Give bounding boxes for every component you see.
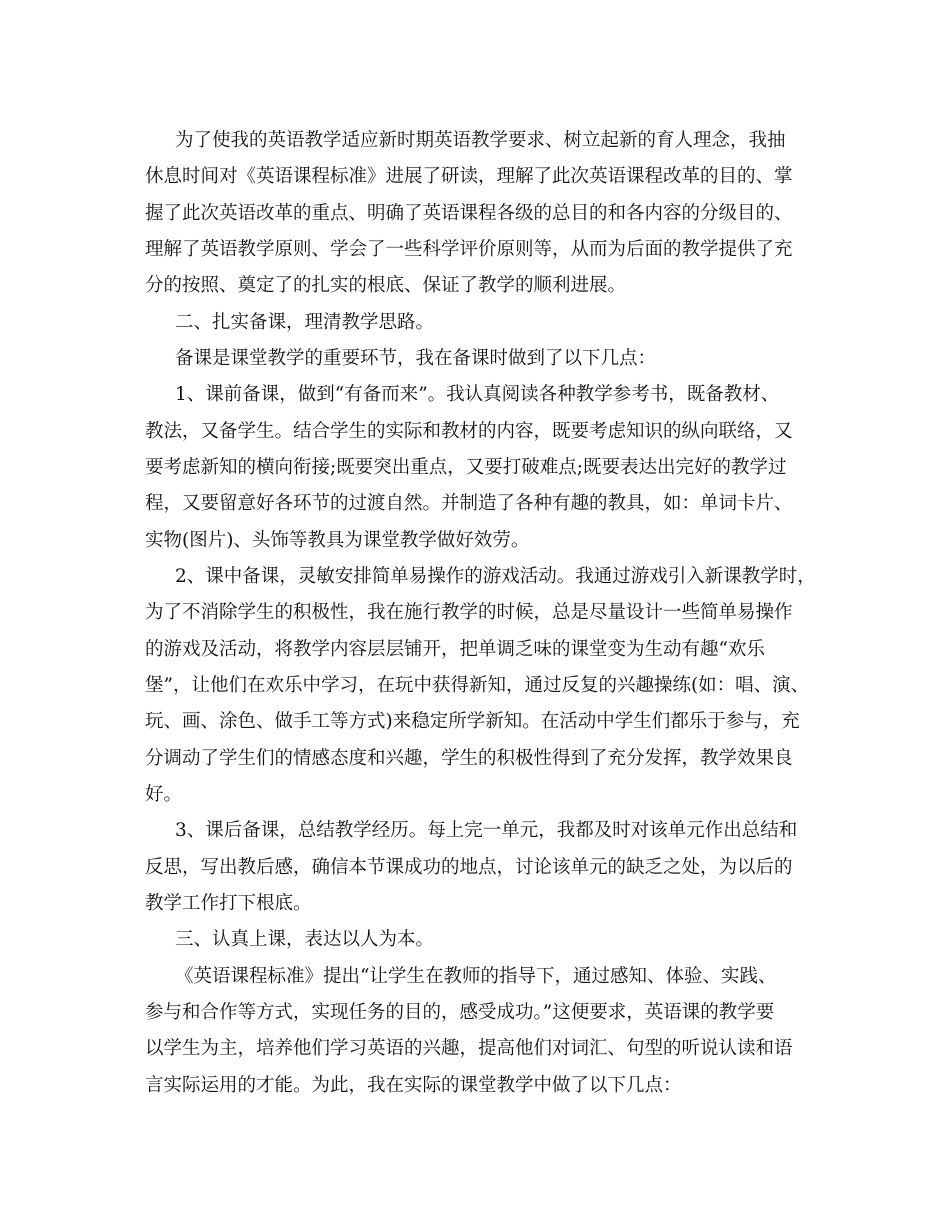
paragraph-line: 为了使我的英语教学适应新时期英语教学要求、树立起新的育人理念，我抽 xyxy=(175,130,786,151)
section-heading: 三、认真上课，表达以人为本。 xyxy=(175,929,435,950)
paragraph-line: 2、课中备课，灵敏安排简单易操作的游戏活动。我通过游戏引入新课教学时， xyxy=(175,566,816,587)
paragraph-line: 程，又要留意好各环节的过渡自然。并制造了各种有趣的教具，如：单词卡片、 xyxy=(145,493,793,514)
paragraph-line: 以学生为主，培养他们学习英语的兴趣，提高他们对词汇、句型的听说认读和语 xyxy=(145,1038,793,1059)
paragraph-line: 反思，写出教后感，确信本节课成功的地点，讨论该单元的缺乏之处，为以后的 xyxy=(145,857,793,878)
paragraph-line: 教法，又备学生。结合学生的实际和教材的内容，既要考虑知识的纵向联络，又 xyxy=(145,421,793,442)
paragraph-line: 理解了英语教学原则、学会了一些科学评价原则等，从而为后面的教学提供了充 xyxy=(145,239,793,260)
paragraph-line: 玩、画、涂色、做手工等方式)来稳定所学新知。在活动中学生们都乐于参与，充 xyxy=(145,711,800,732)
paragraph-line: 言实际运用的才能。为此，我在实际的课堂教学中做了以下几点： xyxy=(145,1075,682,1096)
paragraph-line: 教学工作打下根底。 xyxy=(145,893,312,914)
paragraph-line: 为了不消除学生的积极性，我在施行教学的时候，总是尽量设计一些简单易操作 xyxy=(145,602,793,623)
paragraph-line: 要考虑新知的横向衔接;既要突出重点，又要打破难点;既要表达出完好的教学过 xyxy=(145,457,787,478)
paragraph-line: 3、课后备课，总结教学经历。每上完一单元，我都及时对该单元作出总结和 xyxy=(175,820,798,841)
paragraph-line: 堡”，让他们在欢乐中学习，在玩中获得新知，通过反复的兴趣操练(如：唱、演、 xyxy=(145,675,810,696)
section-heading: 二、扎实备课，理清教学思路。 xyxy=(175,312,435,333)
paragraph-line: 好。 xyxy=(145,784,183,805)
paragraph-line: 1、课前备课，做到“有备而来”。我认真阅读各种教学参考书，既备教材、 xyxy=(175,384,780,405)
paragraph-line: 《英语课程标准》提出“让学生在教师的指导下，通过感知、体验、实践、 xyxy=(175,966,777,987)
paragraph-line: 握了此次英语改革的重点、明确了英语课程各级的总目的和各内容的分级目的、 xyxy=(145,203,793,224)
paragraph-line: 实物(图片)、头饰等教具为课堂教学做好效劳。 xyxy=(145,530,530,551)
paragraph-line: 的游戏及活动，将教学内容层层铺开，把单调乏味的课堂变为生动有趣“欢乐 xyxy=(145,639,765,660)
paragraph-line: 休息时间对《英语课程标准》进展了研读，理解了此次英语课程改革的目的、掌 xyxy=(145,166,793,187)
paragraph-line: 分的按照、奠定了的扎实的根底、保证了教学的顺利进展。 xyxy=(145,275,627,296)
paragraph-line: 分调动了学生们的情感态度和兴趣，学生的积极性得到了充分发挥，教学效果良 xyxy=(145,748,793,769)
paragraph-line: 参与和合作等方式，实现任务的目的，感受成功。”这便要求，英语课的教学要 xyxy=(145,1002,775,1023)
paragraph-line: 备课是课堂教学的重要环节，我在备课时做到了以下几点： xyxy=(175,348,657,369)
